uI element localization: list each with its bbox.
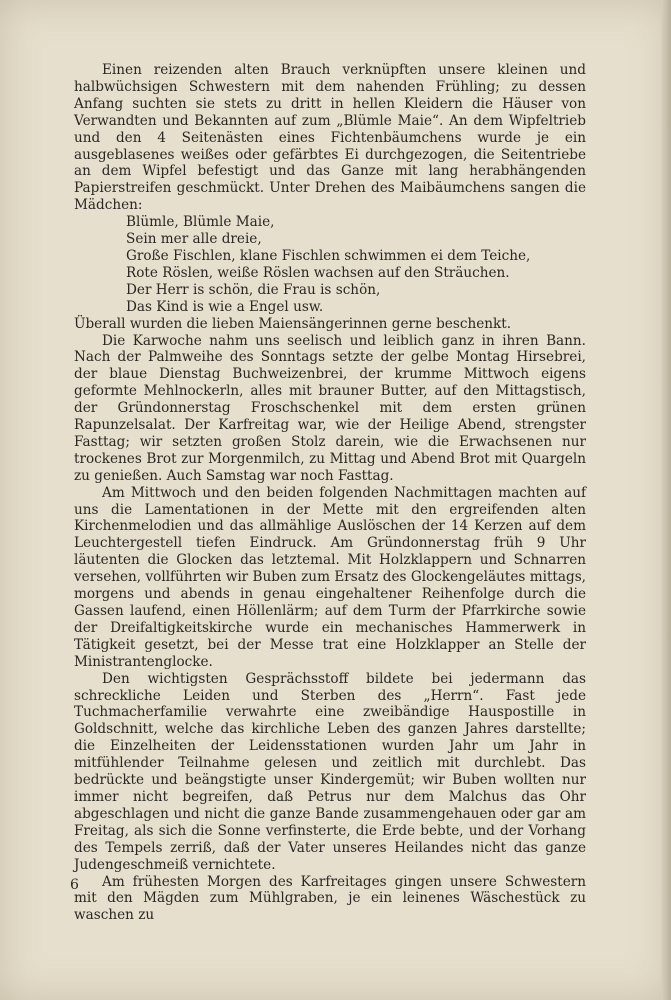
paragraph: Den wichtigsten Gesprächsstoff bildete bei jedermann das schreckliche Leiden und Sterben des „Herrn“. Fast jede Tuchmacherfamilie verwahrte eine zweibändige Hauspostille in Goldschnitt, welche das kirchliche Leben des ganzen Jahres darstellte; die Einzelheiten der Leidensstationen wurden Jahr um Jahr in mitfühlender Teilnahme gelesen und zeitlich mit durchlebt. Das bedrückte und beängstigte unser Kindergemüt; wir Buben wollten nur immer nicht begreifen, daß Petrus nur dem Malchus das Ohr abgeschlagen und nicht die ganze Bande zusammengehauen oder gar am Freitag, als sich die Sonne verfinsterte, die Erde bebte, und der Vorhang des Tempels zerriß, daß der Vater unseres Heilandes nicht das ganze Judengeschmeiß vernichtete. — [74, 670, 586, 873]
paragraph: Die Karwoche nahm uns seelisch und leiblich ganz in ihren Bann. Nach der Palmweihe des Sonntags setzte der gelbe Montag Hirsebrei, der blaue Dienstag Buchweizenbrei, der krumme Mittwoch eigens geformte Mehlnockerln, alles mit brauner Butter, auf den Mittagstisch, der Gründonnerstag Froschschenkel mit dem ersten grünen Rapunzelsalat. Der Karfreitag war, wie der Heilige Abend, strengster Fasttag; wir setzten großen Stolz darein, wie die Erwachsenen nur trockenes Brot zur Morgenmilch, zu Mittag und Abend Brot mit Quargeln zu genießen. Auch Samstag war noch Fasttag. — [74, 332, 586, 484]
verse-line: Rote Röslen, weiße Röslen wachsen auf den Sträuchen. — [126, 264, 510, 281]
verse-line: Blümle, Blümle Maie, — [126, 214, 275, 231]
paragraph: Am frühesten Morgen des Karfreitages gingen unsere Schwestern mit den Mägden zum Mühlgraben, je ein leinenes Wäschestück zu waschen zu — [74, 873, 586, 924]
paragraph: Am Mittwoch und den beiden folgenden Nachmittagen machten auf uns die Lamentationen in der Mette mit den ergreifenden alten Kirchenmelodien und das allmählige Auslöschen der 14 Kerzen auf dem Leuchtergestell tiefen Eindruck. Am Gründonnerstag früh 9 Uhr läutenten die Glocken das letztemal. Mit Holzklappern und Schnarren versehen, vollführten wir Buben zum Ersatz des Glockengeläutes mittags, morgens und abends in genau eingehaltener Reihenfolge durch die Gassen laufend, einen Höllenlärm; auf dem Turm der Pfarrkirche sowie der Dreifaltigkeitskirche wurde ein mechanisches Hammerwerk in Tätigkeit gesetzt, bei der Messe trat eine Holzklapper an Stelle der Ministrantenglocke. — [74, 484, 586, 670]
paragraph: Überall wurden die lieben Maiensängerinnen gerne beschenkt. — [74, 315, 512, 332]
body-text — [74, 62, 586, 924]
verse-line: Große Fischlen, klane Fischlen schwimmen ei dem Teiche, — [126, 247, 531, 264]
paragraph: Einen reizenden alten Brauch verknüpften unsere kleinen und halbwüchsigen Schwestern mit dem nahenden Frühling; zu dessen Anfang suchten sie stets zu dritt in hellen Kleidern die Häuser von Verwandten und Bekannten auf zum „Blümle Maie“. An dem Wipfeltrieb und den 4 Seitenästen eines Fichtenbäumchens wurde je ein ausgeblasenes weißes oder gefärbtes Ei durchgezogen, die Seitentriebe an dem Wipfel befestigt und das Ganze mit lang herabhängenden Papierstreifen geschmückt. Unter Drehen des Maibäumchens sangen die Mädchen: — [74, 62, 586, 214]
verse-line: Das Kind is wie a Engel usw. — [126, 298, 324, 315]
verse-line: Der Herr is schön, die Frau is schön, — [126, 281, 381, 298]
song-verse — [126, 214, 586, 315]
verse-line: Sein mer alle dreie, — [126, 231, 262, 248]
page-edge — [661, 0, 671, 1000]
page-number: 6 — [70, 877, 79, 893]
